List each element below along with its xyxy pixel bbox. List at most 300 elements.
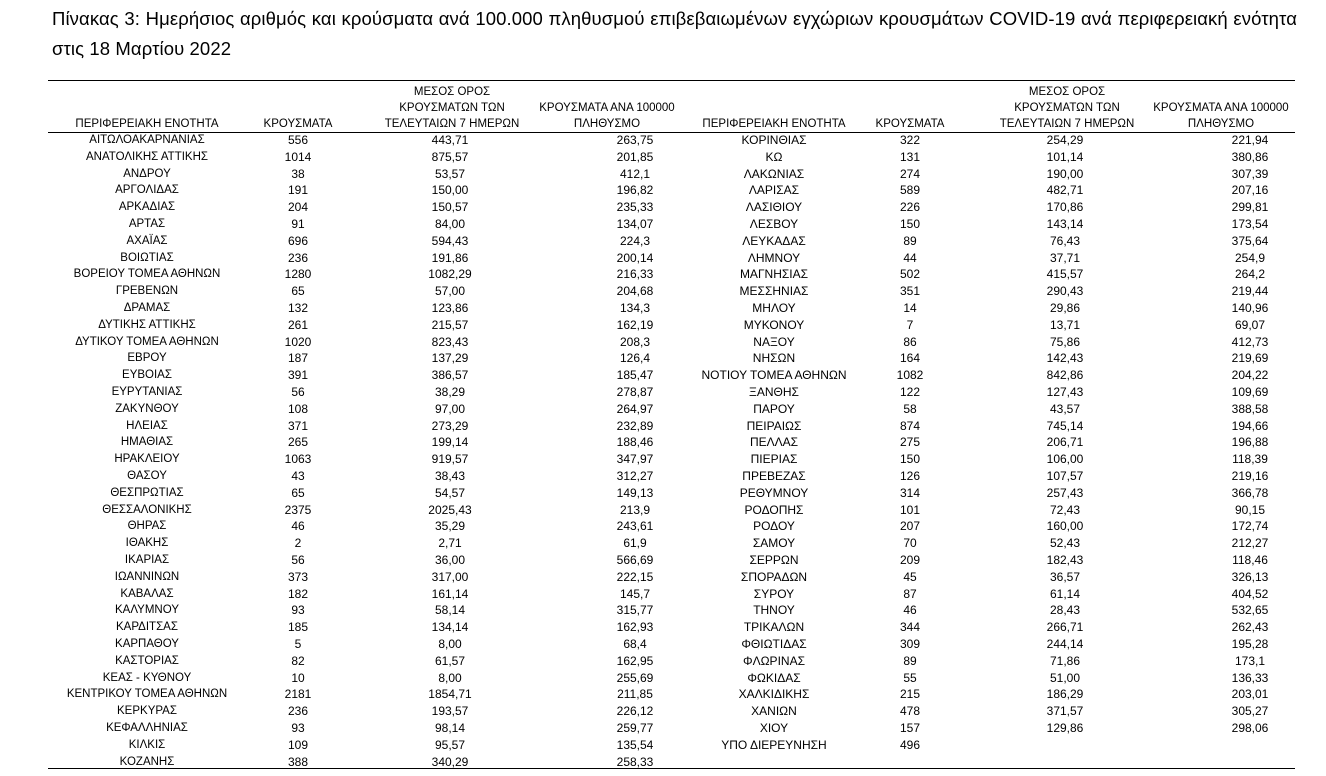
table-row <box>48 250 1295 267</box>
right-cases-value: 7 <box>906 317 914 332</box>
right-unit-name: ΝΑΞΟΥ <box>753 334 795 349</box>
left-avg7-value: 2025,43 <box>428 502 472 517</box>
left-per100k-value: 259,77 <box>616 721 654 735</box>
right-unit-name: ΛΕΣΒΟΥ <box>749 217 799 231</box>
left-cases-value: 204 <box>287 200 309 215</box>
right-avg7-value: 51,00 <box>1049 670 1081 685</box>
left-cases-value: 391 <box>287 368 309 383</box>
left-avg7-value: 98,14 <box>434 721 466 735</box>
right-per100k-value: 262,43 <box>1231 620 1269 635</box>
right-unit-name: ΧΑΛΚΙΔΙΚΗΣ <box>738 687 810 702</box>
right-per100k-value: 298,06 <box>1231 721 1269 735</box>
left-cases-value: 43 <box>291 469 305 483</box>
right-per100k-value: 90,15 <box>1234 502 1266 517</box>
left-cases-value: 108 <box>287 401 309 416</box>
header-per100k-right: ΚΡΟΥΣΜΑΤΑ ΑΝΑ 100000 ΠΛΗΘΥΣΜΟ <box>1153 102 1289 130</box>
left-per100k-value: 196,82 <box>616 183 654 198</box>
table-row <box>48 535 1295 552</box>
table-row <box>48 502 1295 519</box>
left-per100k-value: 213,9 <box>619 502 651 517</box>
right-avg7-value: 257,43 <box>1046 485 1084 500</box>
right-cases-value: 131 <box>899 149 921 164</box>
right-unit-name: ΝΟΤΙΟΥ ΤΟΜΕΑ ΑΘΗΝΩΝ <box>701 368 847 383</box>
right-cases-value: 274 <box>899 166 921 181</box>
left-unit-name: ΚΑΡΠΑΘΟΥ <box>115 638 179 650</box>
right-per100k-value: 388,58 <box>1231 401 1269 416</box>
right-unit-name: ΠΑΡΟΥ <box>753 401 795 416</box>
table-row <box>48 216 1295 233</box>
left-per100k-value: 566,69 <box>616 553 654 567</box>
left-avg7-value: 191,86 <box>431 250 469 265</box>
left-unit-name: ΚΕΦΑΛΛΗΝΙΑΣ <box>106 722 188 734</box>
table-row <box>48 602 1295 619</box>
left-cases-value: 10 <box>291 670 305 685</box>
left-per100k-value: 235,33 <box>616 200 654 215</box>
left-avg7-value: 386,57 <box>431 368 469 383</box>
left-unit-name: ΚΕΑΣ - ΚΥΘΝΟΥ <box>102 671 192 684</box>
right-unit-name: ΡΟΔΟΥ <box>753 519 795 534</box>
left-per100k-value: 208,3 <box>619 334 651 349</box>
table-row <box>48 670 1295 687</box>
left-avg7-value: 57,00 <box>434 284 466 299</box>
right-unit-name: ΜΕΣΣΗΝΙΑΣ <box>739 284 809 299</box>
right-avg7-value: 290,43 <box>1046 284 1084 299</box>
left-unit-name: ΓΡΕΒΕΝΩΝ <box>115 285 179 298</box>
right-avg7-value: 482,71 <box>1046 183 1084 198</box>
right-cases-value: 1082 <box>896 368 924 383</box>
left-per100k-value: 347,97 <box>616 452 654 467</box>
header-cases-right: ΚΡΟΥΣΜΑΤΑ <box>875 118 945 130</box>
table-row <box>48 636 1295 653</box>
table-row <box>48 485 1295 502</box>
right-cases-value: 44 <box>903 250 917 265</box>
header-cases-left: ΚΡΟΥΣΜΑΤΑ <box>263 118 333 130</box>
right-cases-value: 314 <box>899 485 921 500</box>
right-cases-value: 502 <box>899 267 921 282</box>
right-cases-value: 164 <box>899 351 921 366</box>
right-per100k-value: 172,74 <box>1231 519 1269 534</box>
right-cases-value: 150 <box>899 452 921 467</box>
right-avg7-value: 75,86 <box>1049 334 1081 349</box>
right-per100k-value: 366,78 <box>1231 485 1269 500</box>
right-unit-name: ΜΑΓΝΗΣΙΑΣ <box>739 267 809 282</box>
right-unit-name: ΠΕΛΛΑΣ <box>749 435 799 450</box>
left-unit-name: ΑΡΤΑΣ <box>128 218 166 230</box>
right-unit-name: ΤΗΝΟΥ <box>753 603 795 618</box>
table-row <box>48 518 1295 535</box>
left-unit-name: ΑΙΤΩΛΟΑΚΑΡΝΑΝΙΑΣ <box>89 134 205 146</box>
left-avg7-value: 215,57 <box>431 317 469 332</box>
left-per100k-value: 312,27 <box>616 469 654 483</box>
table-row <box>48 552 1295 569</box>
right-cases-value: 496 <box>899 737 921 752</box>
right-per100k-value: 532,65 <box>1231 603 1269 618</box>
left-cases-value: 2 <box>294 536 302 551</box>
left-avg7-value: 2,71 <box>438 536 462 551</box>
right-unit-name: ΚΩ <box>765 149 783 164</box>
left-per100k-value: 243,61 <box>616 519 654 534</box>
right-per100k-value: 412,73 <box>1231 334 1269 349</box>
right-avg7-value: 170,86 <box>1046 200 1084 215</box>
right-cases-value: 45 <box>903 569 917 584</box>
table-row <box>48 418 1295 435</box>
right-unit-name: ΛΑΡΙΣΑΣ <box>748 183 800 198</box>
right-per100k-value: 219,44 <box>1231 284 1269 299</box>
right-per100k-value: 219,16 <box>1231 469 1269 483</box>
right-avg7-value: 29,86 <box>1049 301 1081 315</box>
left-unit-name: ΗΜΑΘΙΑΣ <box>120 436 174 449</box>
right-avg7-value: 52,43 <box>1049 536 1081 551</box>
right-cases-value: 157 <box>899 721 921 735</box>
table-row <box>48 401 1295 418</box>
right-unit-name: ΠΕΙΡΑΙΩΣ <box>746 418 802 433</box>
right-unit-name: ΣΑΜΟΥ <box>752 536 796 551</box>
table-row <box>48 569 1295 586</box>
right-cases-value: 215 <box>899 687 921 702</box>
left-unit-name: ΙΚΑΡΙΑΣ <box>124 554 170 566</box>
right-unit-name: ΣΕΡΡΩΝ <box>749 553 799 567</box>
table-row <box>48 720 1295 737</box>
left-unit-name: ΚΑΒΑΛΑΣ <box>120 587 174 600</box>
left-per100k-value: 134,07 <box>616 217 654 231</box>
right-per100k-value: 305,27 <box>1231 704 1269 719</box>
right-per100k-value: 195,28 <box>1231 637 1269 651</box>
right-avg7-value: 28,43 <box>1049 603 1081 618</box>
left-unit-name: ΒΟΙΩΤΙΑΣ <box>120 251 174 264</box>
table-row <box>48 367 1295 384</box>
right-avg7-value: 254,29 <box>1046 133 1084 147</box>
left-avg7-value: 84,00 <box>434 217 466 231</box>
left-avg7-value: 875,57 <box>431 149 469 164</box>
right-avg7-value: 186,29 <box>1046 687 1084 702</box>
right-cases-value: 322 <box>899 133 921 147</box>
right-avg7-value: 160,00 <box>1046 519 1084 534</box>
left-unit-name: ΕΥΒΟΙΑΣ <box>122 369 172 382</box>
left-unit-name: ΚΕΡΚΥΡΑΣ <box>117 705 177 718</box>
left-unit-name: ΚΑΛΥΜΝΟΥ <box>115 604 179 617</box>
right-cases-value: 150 <box>899 217 921 231</box>
left-per100k-value: 278,87 <box>616 385 654 399</box>
right-per100k-value: 118,39 <box>1232 452 1268 467</box>
right-unit-name: ΦΩΚΙΔΑΣ <box>747 670 801 685</box>
left-avg7-value: 150,57 <box>431 200 469 215</box>
left-avg7-value: 150,00 <box>431 183 469 198</box>
right-cases-value: 209 <box>899 553 921 567</box>
right-unit-name: ΠΡΕΒΕΖΑΣ <box>742 469 806 483</box>
left-avg7-value: 317,00 <box>431 569 469 584</box>
left-avg7-value: 36,00 <box>434 553 466 567</box>
table-row <box>48 199 1295 216</box>
table-caption: Πίνακας 3: Ημερήσιος αριθμός και κρούσματα ανά 100.000 πληθυσμού επιβεβαιωμένων εγχώριων κρουσμάτων COVID-19 ανά περιφερειακή ενότητα στις 18 Μαρτίου 2022 <box>52 8 1297 59</box>
table-row <box>48 317 1295 334</box>
left-cases-value: 56 <box>291 553 305 567</box>
left-unit-name: ΔΥΤΙΚΟΥ ΤΟΜΕΑ ΑΘΗΝΩΝ <box>75 335 219 348</box>
table-row <box>48 619 1295 636</box>
left-cases-value: 91 <box>291 217 305 231</box>
left-unit-name: ΙΩΑΝΝΙΝΩΝ <box>114 570 180 583</box>
header-per100k-left: ΚΡΟΥΣΜΑΤΑ ΑΝΑ 100000 ΠΛΗΘΥΣΜΟ <box>539 102 675 130</box>
left-avg7-value: 137,29 <box>431 351 469 366</box>
right-unit-name: ΜΥΚΟΝΟΥ <box>743 317 805 332</box>
right-unit-name: ΧΙΟΥ <box>759 721 789 735</box>
table-row <box>48 132 1295 149</box>
left-unit-name: ΔΡΑΜΑΣ <box>123 302 171 314</box>
right-unit-name: ΧΑΝΙΩΝ <box>751 704 797 719</box>
left-cases-value: 265 <box>287 435 309 450</box>
table-row <box>48 737 1295 754</box>
left-per100k-value: 232,89 <box>616 418 654 433</box>
right-cases-value: 874 <box>899 418 921 433</box>
left-cases-value: 556 <box>287 133 309 147</box>
left-unit-name: ΚΕΝΤΡΙΚΟΥ ΤΟΜΕΑ ΑΘΗΝΩΝ <box>66 688 228 701</box>
left-cases-value: 5 <box>294 637 302 651</box>
table-row <box>48 434 1295 451</box>
right-unit-name: ΡΟΔΟΠΗΣ <box>744 502 804 517</box>
left-per100k-value: 61,9 <box>623 536 647 551</box>
right-cases-value: 226 <box>899 200 921 215</box>
right-per100k-value: 212,27 <box>1231 536 1269 551</box>
right-cases-value: 207 <box>899 519 921 534</box>
table-row <box>48 334 1295 351</box>
table-row <box>48 350 1295 367</box>
right-cases-value: 589 <box>899 183 921 198</box>
left-unit-name: ΚΑΣΤΟΡΙΑΣ <box>115 654 179 667</box>
left-per100k-value: 263,75 <box>616 133 654 147</box>
right-unit-name: ΛΕΥΚΑΔΑΣ <box>742 233 806 248</box>
right-avg7-value: 13,71 <box>1049 317 1081 332</box>
right-avg7-value: 37,71 <box>1049 250 1081 265</box>
left-unit-name: ΕΒΡΟΥ <box>127 352 167 365</box>
left-per100k-value: 134,3 <box>619 301 651 315</box>
left-per100k-value: 149,13 <box>616 485 654 500</box>
right-per100k-value: 307,39 <box>1231 166 1269 181</box>
left-cases-value: 46 <box>291 519 305 534</box>
right-cases-value: 478 <box>899 704 921 719</box>
left-per100k-value: 222,15 <box>616 569 654 584</box>
left-per100k-value: 162,95 <box>616 653 654 668</box>
left-avg7-value: 8,00 <box>438 670 462 685</box>
left-per100k-value: 216,33 <box>616 267 654 282</box>
left-cases-value: 93 <box>291 721 305 735</box>
table-bottom-rule <box>48 768 1295 769</box>
right-per100k-value: 326,13 <box>1231 569 1269 584</box>
left-unit-name: ΚΟΖΑΝΗΣ <box>119 755 175 768</box>
left-per100k-value: 162,93 <box>616 620 654 635</box>
left-per100k-value: 258,33 <box>616 754 654 769</box>
left-avg7-value: 61,57 <box>434 653 466 668</box>
left-cases-value: 371 <box>287 418 309 433</box>
right-avg7-value: 72,43 <box>1049 502 1081 517</box>
left-cases-value: 236 <box>287 250 309 265</box>
right-unit-name: ΛΑΣΙΘΙΟΥ <box>745 200 803 215</box>
right-per100k-value: 173,54 <box>1231 217 1269 231</box>
left-avg7-value: 54,57 <box>434 485 466 500</box>
left-cases-value: 56 <box>291 385 305 399</box>
left-cases-value: 185 <box>287 620 309 635</box>
left-cases-value: 261 <box>287 317 309 332</box>
header-avg-right: ΜΕΣΟΣ ΟΡΟΣ ΚΡΟΥΣΜΑΤΩΝ ΤΩΝ ΤΕΛΕΥΤΑΙΩΝ 7 ΗΜΕΡΩΝ <box>999 86 1135 130</box>
right-unit-name: ΣΠΟΡΑΔΩΝ <box>740 569 808 584</box>
left-cases-value: 65 <box>291 284 305 299</box>
right-per100k-value: 196,88 <box>1231 435 1269 450</box>
right-cases-value: 309 <box>899 637 921 651</box>
left-cases-value: 187 <box>287 351 309 366</box>
left-per100k-value: 145,7 <box>619 586 651 601</box>
table-row <box>48 703 1295 720</box>
left-per100k-value: 226,12 <box>616 704 654 719</box>
right-avg7-value: 129,86 <box>1046 721 1084 735</box>
right-avg7-value: 127,43 <box>1046 385 1084 399</box>
left-avg7-value: 123,86 <box>431 301 469 315</box>
left-per100k-value: 185,47 <box>616 368 654 383</box>
right-avg7-value: 415,57 <box>1046 267 1084 282</box>
left-cases-value: 696 <box>287 233 309 248</box>
right-unit-name: ΝΗΣΩΝ <box>752 351 796 366</box>
left-cases-value: 1063 <box>284 452 312 467</box>
right-unit-name: ΛΑΚΩΝΙΑΣ <box>743 166 805 181</box>
left-per100k-value: 224,3 <box>619 233 651 248</box>
left-cases-value: 388 <box>287 754 309 769</box>
left-cases-value: 373 <box>287 569 309 584</box>
left-cases-value: 236 <box>287 704 309 719</box>
right-unit-name: ΤΡΙΚΑΛΩΝ <box>743 620 805 635</box>
left-cases-value: 109 <box>287 737 309 752</box>
left-unit-name: ΚΑΡΔΙΤΣΑΣ <box>116 621 178 634</box>
right-cases-value: 46 <box>903 603 917 618</box>
table-row <box>48 283 1295 300</box>
left-avg7-value: 443,71 <box>431 133 469 147</box>
right-per100k-value: 254,9 <box>1234 250 1266 265</box>
right-unit-name: ΣΥΡΟΥ <box>753 586 795 601</box>
right-cases-value: 101 <box>899 502 921 517</box>
right-unit-name: ΥΠΟ ΔΙΕΡΕΥΝΗΣΗ <box>721 737 827 752</box>
left-unit-name: ΚΙΛΚΙΣ <box>128 738 166 751</box>
right-cases-value: 126 <box>899 469 921 483</box>
table-row <box>48 182 1295 199</box>
table-row <box>48 300 1295 317</box>
right-avg7-value: 106,00 <box>1046 452 1084 467</box>
right-per100k-value: 404,52 <box>1231 586 1269 601</box>
left-cases-value: 65 <box>291 485 305 500</box>
left-per100k-value: 211,85 <box>617 687 653 702</box>
right-per100k-value: 194,66 <box>1231 418 1269 433</box>
table-row <box>48 653 1295 670</box>
table-row <box>48 166 1295 183</box>
right-avg7-value: 107,57 <box>1046 469 1084 483</box>
left-avg7-value: 97,00 <box>434 401 466 416</box>
right-cases-value: 344 <box>899 620 921 635</box>
right-per100k-value: 136,33 <box>1231 670 1269 685</box>
left-cases-value: 82 <box>291 653 305 668</box>
left-per100k-value: 201,85 <box>616 149 654 164</box>
right-avg7-value: 206,71 <box>1046 435 1084 450</box>
left-cases-value: 38 <box>291 166 305 181</box>
left-avg7-value: 1082,29 <box>428 267 472 282</box>
left-per100k-value: 126,4 <box>619 351 651 366</box>
table-row <box>48 468 1295 485</box>
right-per100k-value: 109,69 <box>1231 385 1269 399</box>
right-per100k-value: 69,07 <box>1234 317 1266 332</box>
left-unit-name: ΘΑΣΟΥ <box>127 470 167 482</box>
right-per100k-value: 380,86 <box>1231 149 1269 164</box>
left-per100k-value: 68,4 <box>623 637 647 651</box>
right-per100k-value: 375,64 <box>1231 233 1269 248</box>
table-row <box>48 586 1295 603</box>
right-avg7-value: 76,43 <box>1049 233 1081 248</box>
right-cases-value: 87 <box>903 586 917 601</box>
left-per100k-value: 135,54 <box>616 737 654 752</box>
left-unit-name: ΗΡΑΚΛΕΙΟΥ <box>114 453 180 466</box>
right-avg7-value: 244,14 <box>1046 637 1084 651</box>
left-cases-value: 1020 <box>284 334 312 349</box>
right-cases-value: 89 <box>903 653 917 668</box>
left-unit-name: ΖΑΚΥΝΘΟΥ <box>115 402 179 415</box>
right-avg7-value: 61,14 <box>1049 586 1081 601</box>
right-cases-value: 351 <box>899 284 921 299</box>
left-unit-name: ΔΥΤΙΚΗΣ ΑΤΤΙΚΗΣ <box>98 318 196 331</box>
left-avg7-value: 919,57 <box>431 452 469 467</box>
left-cases-value: 1280 <box>284 267 312 282</box>
right-avg7-value: 143,14 <box>1046 217 1084 231</box>
left-per100k-value: 412,1 <box>619 166 651 181</box>
left-cases-value: 2375 <box>284 502 312 517</box>
right-cases-value: 55 <box>903 670 917 685</box>
left-avg7-value: 273,29 <box>431 418 469 433</box>
right-avg7-value: 266,71 <box>1046 620 1084 635</box>
left-unit-name: ΒΟΡΕΙΟΥ ΤΟΜΕΑ ΑΘΗΝΩΝ <box>73 268 221 281</box>
left-cases-value: 1014 <box>284 149 312 164</box>
right-avg7-value: 71,86 <box>1049 653 1081 668</box>
right-per100k-value: 299,81 <box>1231 200 1269 215</box>
left-unit-name: ΘΕΣΣΑΛΟΝΙΚΗΣ <box>102 503 192 516</box>
left-cases-value: 132 <box>287 301 309 315</box>
left-cases-value: 191 <box>287 183 309 198</box>
table-row <box>48 686 1295 703</box>
right-cases-value: 86 <box>903 334 917 349</box>
right-per100k-value: 207,16 <box>1231 183 1269 198</box>
left-avg7-value: 95,57 <box>434 737 466 752</box>
left-avg7-value: 134,14 <box>431 620 469 635</box>
table-row <box>48 149 1295 166</box>
left-unit-name: ΘΗΡΑΣ <box>127 520 167 533</box>
right-per100k-value: 221,94 <box>1231 133 1269 147</box>
left-avg7-value: 1854,71 <box>428 687 472 702</box>
left-avg7-value: 38,43 <box>434 469 466 483</box>
right-avg7-value: 142,43 <box>1046 351 1084 366</box>
left-cases-value: 182 <box>287 586 309 601</box>
left-avg7-value: 823,43 <box>431 334 469 349</box>
table-row <box>48 266 1295 283</box>
right-unit-name: ΛΗΜΝΟΥ <box>747 250 801 265</box>
left-per100k-value: 255,69 <box>616 670 654 685</box>
left-avg7-value: 340,29 <box>431 754 469 769</box>
left-unit-name: ΑΡΚΑΔΙΑΣ <box>118 201 176 214</box>
left-unit-name: ΘΕΣΠΡΩΤΙΑΣ <box>110 486 184 499</box>
left-unit-name: ΙΘΑΚΗΣ <box>125 537 169 550</box>
right-avg7-value: 745,14 <box>1046 418 1084 433</box>
right-per100k-value: 204,22 <box>1231 368 1269 383</box>
right-avg7-value: 190,00 <box>1046 166 1084 181</box>
right-cases-value: 14 <box>903 301 917 315</box>
left-avg7-value: 161,14 <box>431 586 469 601</box>
left-avg7-value: 38,29 <box>434 385 466 399</box>
right-avg7-value: 101,14 <box>1046 149 1084 164</box>
left-unit-name: ΑΝΔΡΟΥ <box>123 167 171 180</box>
left-avg7-value: 35,29 <box>434 519 466 534</box>
right-unit-name: ΞΑΝΘΗΣ <box>749 385 799 399</box>
right-unit-name: ΦΘΙΩΤΙΔΑΣ <box>741 637 807 651</box>
left-unit-name: ΑΡΓΟΛΙΔΑΣ <box>115 184 179 197</box>
